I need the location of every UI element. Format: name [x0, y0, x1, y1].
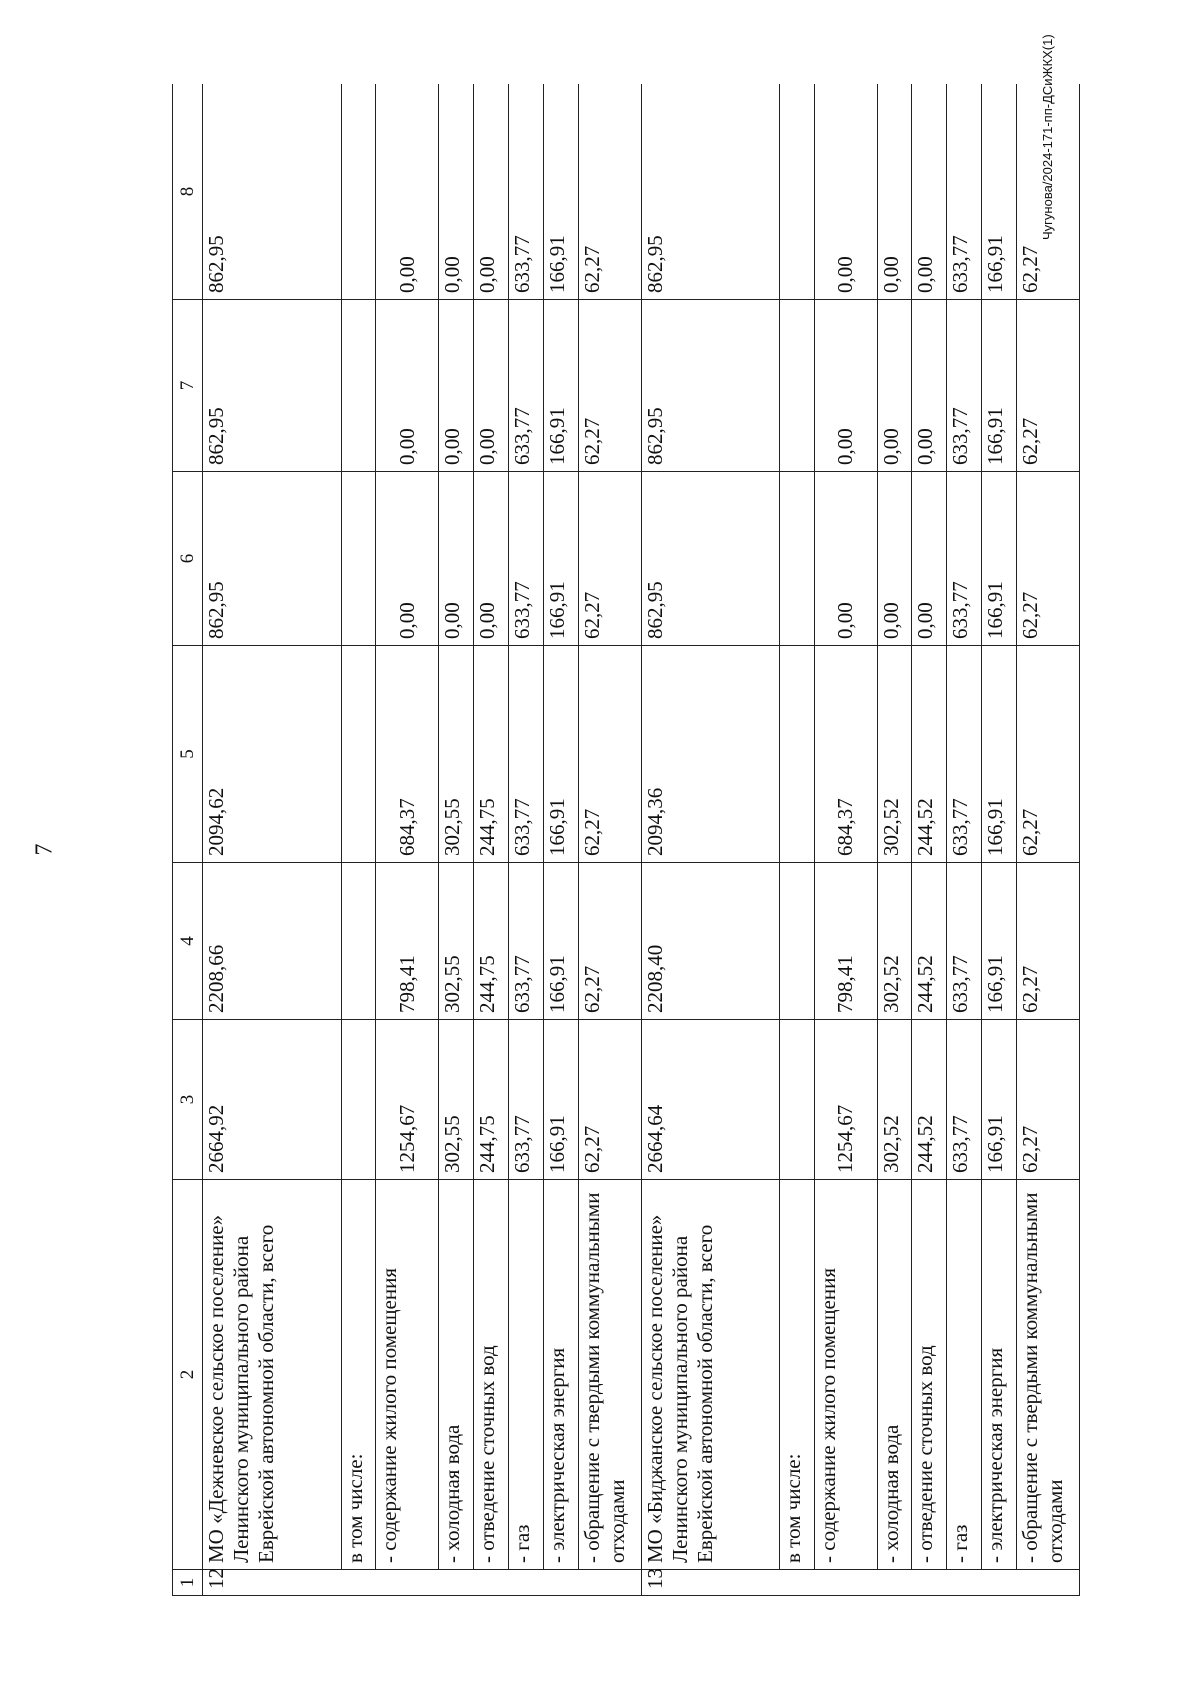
- value-cell-col-6: 0,00: [439, 472, 474, 646]
- column-header-2: 2: [173, 1180, 203, 1570]
- value-cell-col-6: 62,27: [578, 472, 641, 646]
- value-cell-col-8: 0,00: [814, 84, 877, 300]
- value-cell-col-6: 62,27: [1016, 472, 1079, 646]
- value-cell-col-4: 166,91: [982, 863, 1017, 1020]
- column-header-8: 8: [173, 84, 203, 300]
- value-cell-col-5: 2094,36: [641, 646, 779, 863]
- table-row: [376, 84, 439, 1596]
- table-row: [947, 84, 982, 1596]
- value-cell-col-4: 62,27: [1016, 863, 1079, 1020]
- value-cell-col-8: 633,77: [509, 84, 544, 300]
- value-cell-col-5: [341, 646, 376, 863]
- column-header-5: 5: [173, 646, 203, 863]
- value-cell-col-5: 62,27: [1016, 646, 1079, 863]
- value-cell-col-3: 633,77: [947, 1020, 982, 1180]
- table-row: [543, 84, 578, 1596]
- value-cell-col-5: 244,75: [474, 646, 509, 863]
- table-row: [474, 84, 509, 1596]
- value-cell-col-3: 62,27: [578, 1020, 641, 1180]
- value-cell-col-6: 633,77: [509, 472, 544, 646]
- value-cell-col-4: 798,41: [376, 863, 439, 1020]
- value-cell-col-4: 302,52: [877, 863, 912, 1020]
- value-cell-col-7: [341, 300, 376, 472]
- value-cell-col-3: 2664,92: [203, 1020, 341, 1180]
- rotated-table-frame: [172, 84, 1080, 1596]
- value-cell-col-7: 862,95: [641, 300, 779, 472]
- row-label: - обращение с твердыми коммунальными отходами: [1016, 1180, 1079, 1570]
- value-cell-col-5: 62,27: [578, 646, 641, 863]
- value-cell-col-3: 244,75: [474, 1020, 509, 1180]
- value-cell-col-4: [779, 863, 814, 1020]
- value-cell-col-4: 302,55: [439, 863, 474, 1020]
- row-label: - отведение сточных вод: [474, 1180, 509, 1570]
- value-cell-col-4: 244,75: [474, 863, 509, 1020]
- value-cell-col-7: 0,00: [439, 300, 474, 472]
- row-number: 12: [203, 1570, 641, 1596]
- value-cell-col-3: 1254,67: [814, 1020, 877, 1180]
- value-cell-col-7: 0,00: [474, 300, 509, 472]
- column-header-1: 1: [173, 1570, 203, 1596]
- value-cell-col-8: 0,00: [439, 84, 474, 300]
- header-row: [173, 84, 203, 1596]
- value-cell-col-3: 166,91: [982, 1020, 1017, 1180]
- value-cell-col-3: [341, 1020, 376, 1180]
- row-label: - обращение с твердыми коммунальными отходами: [578, 1180, 641, 1570]
- value-cell-col-6: 166,91: [543, 472, 578, 646]
- value-cell-col-6: 862,95: [641, 472, 779, 646]
- value-cell-col-8: 0,00: [376, 84, 439, 300]
- column-header-4: 4: [173, 863, 203, 1020]
- value-cell-col-3: 302,55: [439, 1020, 474, 1180]
- row-label: - холодная вода: [439, 1180, 474, 1570]
- value-cell-col-7: 633,77: [509, 300, 544, 472]
- table-row: [877, 84, 912, 1596]
- value-cell-col-3: [779, 1020, 814, 1180]
- table-row: [1016, 84, 1079, 1596]
- value-cell-col-7: 0,00: [877, 300, 912, 472]
- value-cell-col-3: 244,52: [912, 1020, 947, 1180]
- table-row: [912, 84, 947, 1596]
- value-cell-col-4: 244,52: [912, 863, 947, 1020]
- value-cell-col-4: 62,27: [578, 863, 641, 1020]
- value-cell-col-5: 166,91: [982, 646, 1017, 863]
- value-cell-col-5: 166,91: [543, 646, 578, 863]
- table-row: [641, 84, 779, 1596]
- page-number: 7: [31, 843, 58, 856]
- value-cell-col-8: [341, 84, 376, 300]
- value-cell-col-7: 862,95: [203, 300, 341, 472]
- value-cell-col-5: 244,52: [912, 646, 947, 863]
- value-cell-col-4: 798,41: [814, 863, 877, 1020]
- value-cell-col-6: 0,00: [474, 472, 509, 646]
- table-row: [779, 84, 814, 1596]
- row-label: в том числе:: [779, 1180, 814, 1570]
- value-cell-col-8: 862,95: [641, 84, 779, 300]
- value-cell-col-8: 62,27: [578, 84, 641, 300]
- value-cell-col-5: 302,55: [439, 646, 474, 863]
- value-cell-col-4: 2208,66: [203, 863, 341, 1020]
- value-cell-col-3: 633,77: [509, 1020, 544, 1180]
- table-row: [578, 84, 641, 1596]
- value-cell-col-3: 2664,64: [641, 1020, 779, 1180]
- value-cell-col-8: 166,91: [543, 84, 578, 300]
- row-label: - электрическая энергия: [543, 1180, 578, 1570]
- value-cell-col-5: 684,37: [814, 646, 877, 863]
- table-row: [509, 84, 544, 1596]
- column-header-3: 3: [173, 1020, 203, 1180]
- value-cell-col-6: 633,77: [947, 472, 982, 646]
- value-cell-col-8: 166,91: [982, 84, 1017, 300]
- value-cell-col-8: 0,00: [912, 84, 947, 300]
- table-row: [982, 84, 1017, 1596]
- value-cell-col-3: 302,52: [877, 1020, 912, 1180]
- row-label: - содержание жилого помещения: [376, 1180, 439, 1570]
- value-cell-col-4: 633,77: [509, 863, 544, 1020]
- table-container: [172, 84, 1080, 1596]
- row-label: МО «Дежневское сельское поселение» Ленинского муниципального района Еврейской автономной области, всего: [203, 1180, 341, 1570]
- row-label: - газ: [509, 1180, 544, 1570]
- value-cell-col-5: 633,77: [947, 646, 982, 863]
- row-label: - электрическая энергия: [982, 1180, 1017, 1570]
- value-cell-col-7: 166,91: [543, 300, 578, 472]
- value-cell-col-8: 633,77: [947, 84, 982, 300]
- table-row: [814, 84, 877, 1596]
- value-cell-col-7: 0,00: [814, 300, 877, 472]
- row-label: - холодная вода: [877, 1180, 912, 1570]
- table-row: [203, 84, 341, 1596]
- table-row: [341, 84, 376, 1596]
- value-cell-col-5: [779, 646, 814, 863]
- document-reference: Чугунова/2024-171-пп-ДСиЖКХ(1): [1040, 34, 1055, 240]
- value-cell-col-7: 0,00: [912, 300, 947, 472]
- value-cell-col-6: [341, 472, 376, 646]
- value-cell-col-6: 0,00: [376, 472, 439, 646]
- value-cell-col-7: 62,27: [578, 300, 641, 472]
- value-cell-col-5: 302,52: [877, 646, 912, 863]
- column-header-7: 7: [173, 300, 203, 472]
- value-cell-col-5: 633,77: [509, 646, 544, 863]
- value-cell-col-4: [341, 863, 376, 1020]
- value-cell-col-5: 2094,62: [203, 646, 341, 863]
- row-label: - отведение сточных вод: [912, 1180, 947, 1570]
- tariff-table: [172, 84, 1080, 1596]
- value-cell-col-7: 62,27: [1016, 300, 1079, 472]
- value-cell-col-7: [779, 300, 814, 472]
- value-cell-col-5: 684,37: [376, 646, 439, 863]
- value-cell-col-8: [779, 84, 814, 300]
- row-number: 13: [641, 1570, 1079, 1596]
- value-cell-col-8: 862,95: [203, 84, 341, 300]
- value-cell-col-7: 166,91: [982, 300, 1017, 472]
- row-label: - газ: [947, 1180, 982, 1570]
- row-label: - содержание жилого помещения: [814, 1180, 877, 1570]
- row-label: МО «Биджанское сельское поселение» Ленинского муниципального района Еврейской автономной области, всего: [641, 1180, 779, 1570]
- value-cell-col-8: 0,00: [474, 84, 509, 300]
- value-cell-col-6: 0,00: [912, 472, 947, 646]
- value-cell-col-7: 633,77: [947, 300, 982, 472]
- row-label: в том числе:: [341, 1180, 376, 1570]
- value-cell-col-6: 166,91: [982, 472, 1017, 646]
- table-row: [439, 84, 474, 1596]
- value-cell-col-4: 2208,40: [641, 863, 779, 1020]
- value-cell-col-6: 862,95: [203, 472, 341, 646]
- value-cell-col-8: 0,00: [877, 84, 912, 300]
- value-cell-col-6: [779, 472, 814, 646]
- value-cell-col-4: 166,91: [543, 863, 578, 1020]
- value-cell-col-4: 633,77: [947, 863, 982, 1020]
- value-cell-col-6: 0,00: [877, 472, 912, 646]
- value-cell-col-6: 0,00: [814, 472, 877, 646]
- value-cell-col-7: 0,00: [376, 300, 439, 472]
- value-cell-col-3: 166,91: [543, 1020, 578, 1180]
- value-cell-col-8: 62,27: [1016, 84, 1079, 300]
- value-cell-col-3: 62,27: [1016, 1020, 1079, 1180]
- column-header-6: 6: [173, 472, 203, 646]
- value-cell-col-3: 1254,67: [376, 1020, 439, 1180]
